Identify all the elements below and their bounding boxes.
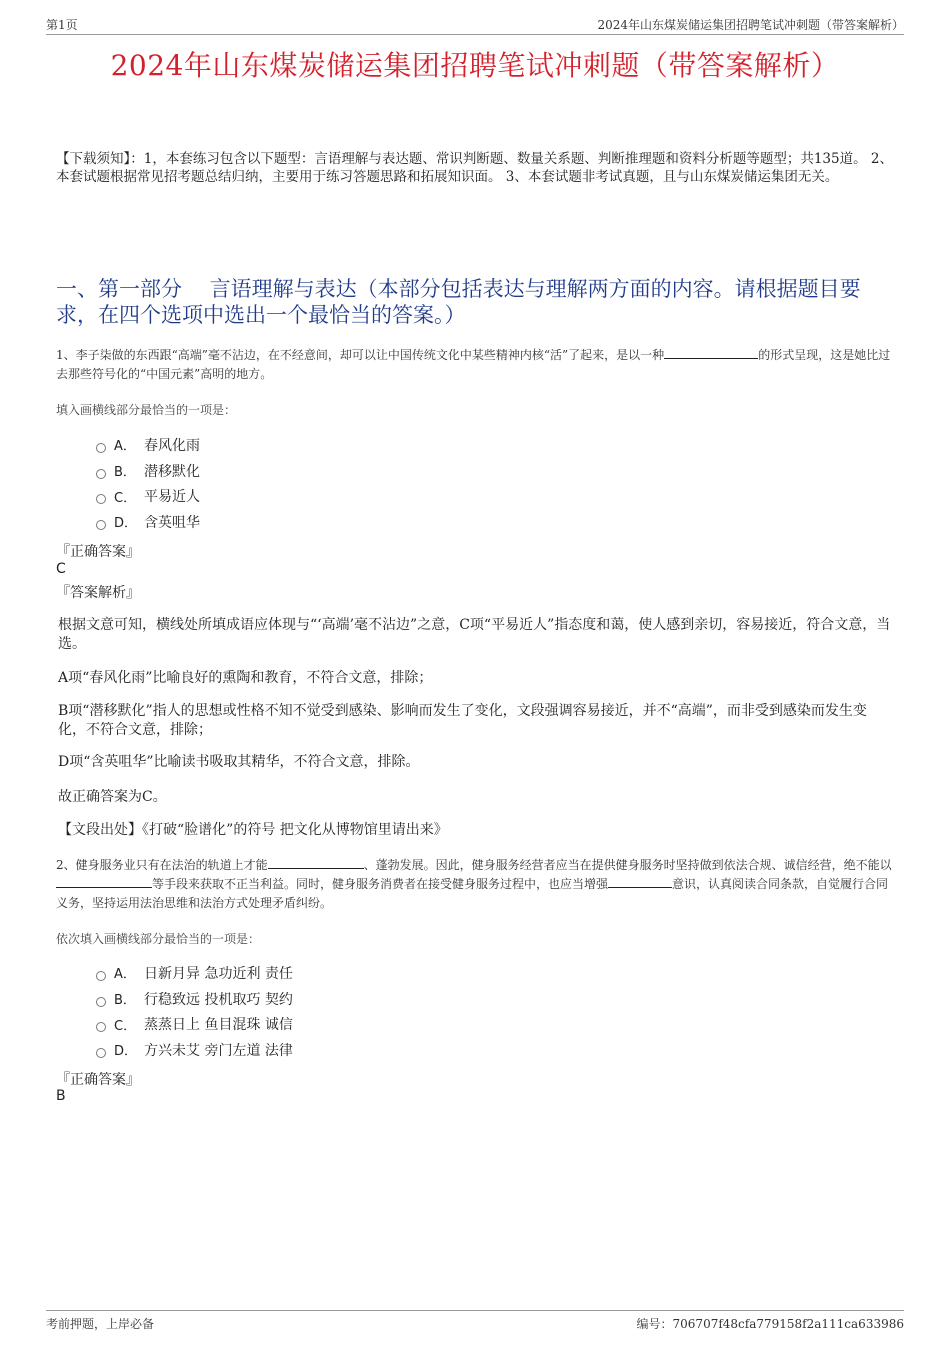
download-notice: 【下载须知】：1，本套练习包含以下题型：言语理解与表达题、常识判断题、数量关系题、判断推理题和资料分析题等题型；共135道。 2、本套试题根据常见招考题总结归纳，主要用于练习答题思路和拓展知识面。 3、本套试题非考试真题，且与山东煤炭储运集团无关。 [56, 151, 893, 185]
question-1-analysis-5: 故正确答案为C。 [58, 789, 167, 805]
question-1-prompt: 填入画横线部分最恰当的一项是： [56, 403, 237, 417]
question-1-text-b: 的形式呈现，这是她比过去那些符号化的“中国元素”高明的地方。 [56, 348, 891, 381]
question-2-blank-1 [268, 856, 364, 869]
radio-icon[interactable] [96, 971, 106, 981]
footer-slogan: 考前押题，上岸必备 [46, 1317, 155, 1331]
option-text: 蒸蒸日上 鱼目混珠 诚信 [144, 1017, 293, 1034]
question-1-analysis-3: B项“潜移默化”指人的思想或性格不知不觉受到感染、影响而发生了变化，文段强调容易接近，并不“高端”，而非受到感染而发生变化，不符合文意，排除； [58, 703, 867, 738]
option-text: 方兴未艾 旁门左道 法律 [144, 1042, 293, 1059]
radio-icon[interactable] [96, 997, 106, 1007]
question-2-blank-3 [608, 875, 672, 888]
question-2-options [96, 960, 293, 1063]
question-2-prompt: 依次填入画横线部分最恰当的一项是： [56, 932, 261, 946]
radio-icon[interactable] [96, 520, 106, 530]
section-title: 一、第一部分 言语理解与表达（本部分包括表达与理解两方面的内容。请根据题目要求，在四个选项中选出一个最恰当的答案。） [56, 277, 861, 327]
question-1-source: 【文段出处】《打破“脸谱化”的符号 把文化从博物馆里请出来》 [58, 822, 448, 838]
question-1-analysis-4: D项“含英咀华”比喻读书吸取其精华，不符合文意，排除。 [58, 754, 420, 770]
question-1-option-b[interactable]: B． 潜移默化 [96, 458, 200, 484]
radio-icon[interactable] [96, 494, 106, 504]
option-text: 日新月异 急功近利 责任 [144, 965, 293, 982]
question-1-analysis-1: 根据文意可知，横线处所填成语应体现与“‘高端’毫不沾边”之意，C项“平易近人”指态度和蔼，使人感到亲切，容易接近，符合文意，当选。 [58, 617, 891, 652]
radio-icon[interactable] [96, 443, 106, 453]
question-1-answer-label: 『正确答案』 [56, 544, 140, 560]
question-1-blank [664, 346, 758, 359]
option-text: 行稳致远 投机取巧 契约 [144, 991, 293, 1008]
question-1-option-c[interactable]: C． 平易近人 [96, 483, 200, 509]
question-2-answer-label: 『正确答案』 [56, 1072, 140, 1088]
page-footer [46, 1310, 904, 1331]
question-1-text [56, 346, 896, 384]
question-2-option-b[interactable]: B． 行稳致远 投机取巧 契约 [96, 986, 293, 1012]
header-doc-title: 2024年山东煤炭储运集团招聘笔试冲刺题（带答案解析） [597, 18, 904, 32]
radio-icon[interactable] [96, 469, 106, 479]
question-1-analysis-label: 『答案解析』 [56, 585, 140, 601]
page-header [46, 14, 904, 35]
question-2-text: 2、健身服务业只有在法治的轨道上才能 、蓬勃发展。因此，健身服务经营者应当在提供健身服务时坚持做到依法合规、诚信经营，绝不能以等手段来获取不正当利益。同时，健身服务消费者在接受健身服务过程中，也应当增强 意识，认真阅读合同条款，自觉履行合同义务，坚持运用法治思维和法治方式处理矛盾纠纷。 [56, 858, 892, 910]
question-1-analysis-2: A项“春风化雨”比喻良好的熏陶和教育，不符合文意，排除； [58, 670, 433, 686]
question-1-options [96, 432, 200, 535]
question-2-option-c[interactable]: C． 蒸蒸日上 鱼目混珠 诚信 [96, 1011, 293, 1037]
radio-icon[interactable] [96, 1022, 106, 1032]
question-2-answer: B [56, 1088, 66, 1104]
question-1-text-a: 1、李子柒做的东西跟“高端”毫不沾边，在不经意间，却可以让中国传统文化中某些精神内核“活”了起来，是以一种 [56, 348, 665, 362]
option-text: 春风化雨 [144, 437, 200, 454]
radio-icon[interactable] [96, 1048, 106, 1058]
option-text: 潜移默化 [144, 463, 200, 480]
document-title: 2024年山东煤炭储运集团招聘笔试冲刺题（带答案解析） [110, 49, 840, 82]
question-2-option-a[interactable]: A． 日新月异 急功近利 责任 [96, 960, 293, 986]
page-number: 第1页 [46, 18, 78, 32]
option-text: 含英咀华 [144, 514, 200, 531]
question-2-option-d[interactable]: D． 方兴未艾 旁门左道 法律 [96, 1037, 293, 1063]
question-2-blank-2 [56, 875, 152, 888]
question-1-option-d[interactable]: D． 含英咀华 [96, 509, 200, 535]
question-1-answer: C [56, 561, 66, 577]
footer-code: 编号：706707f48cfa779158f2a111ca633986 [636, 1317, 904, 1331]
option-text: 平易近人 [144, 489, 200, 506]
question-1-option-a[interactable]: A． 春风化雨 [96, 432, 200, 458]
